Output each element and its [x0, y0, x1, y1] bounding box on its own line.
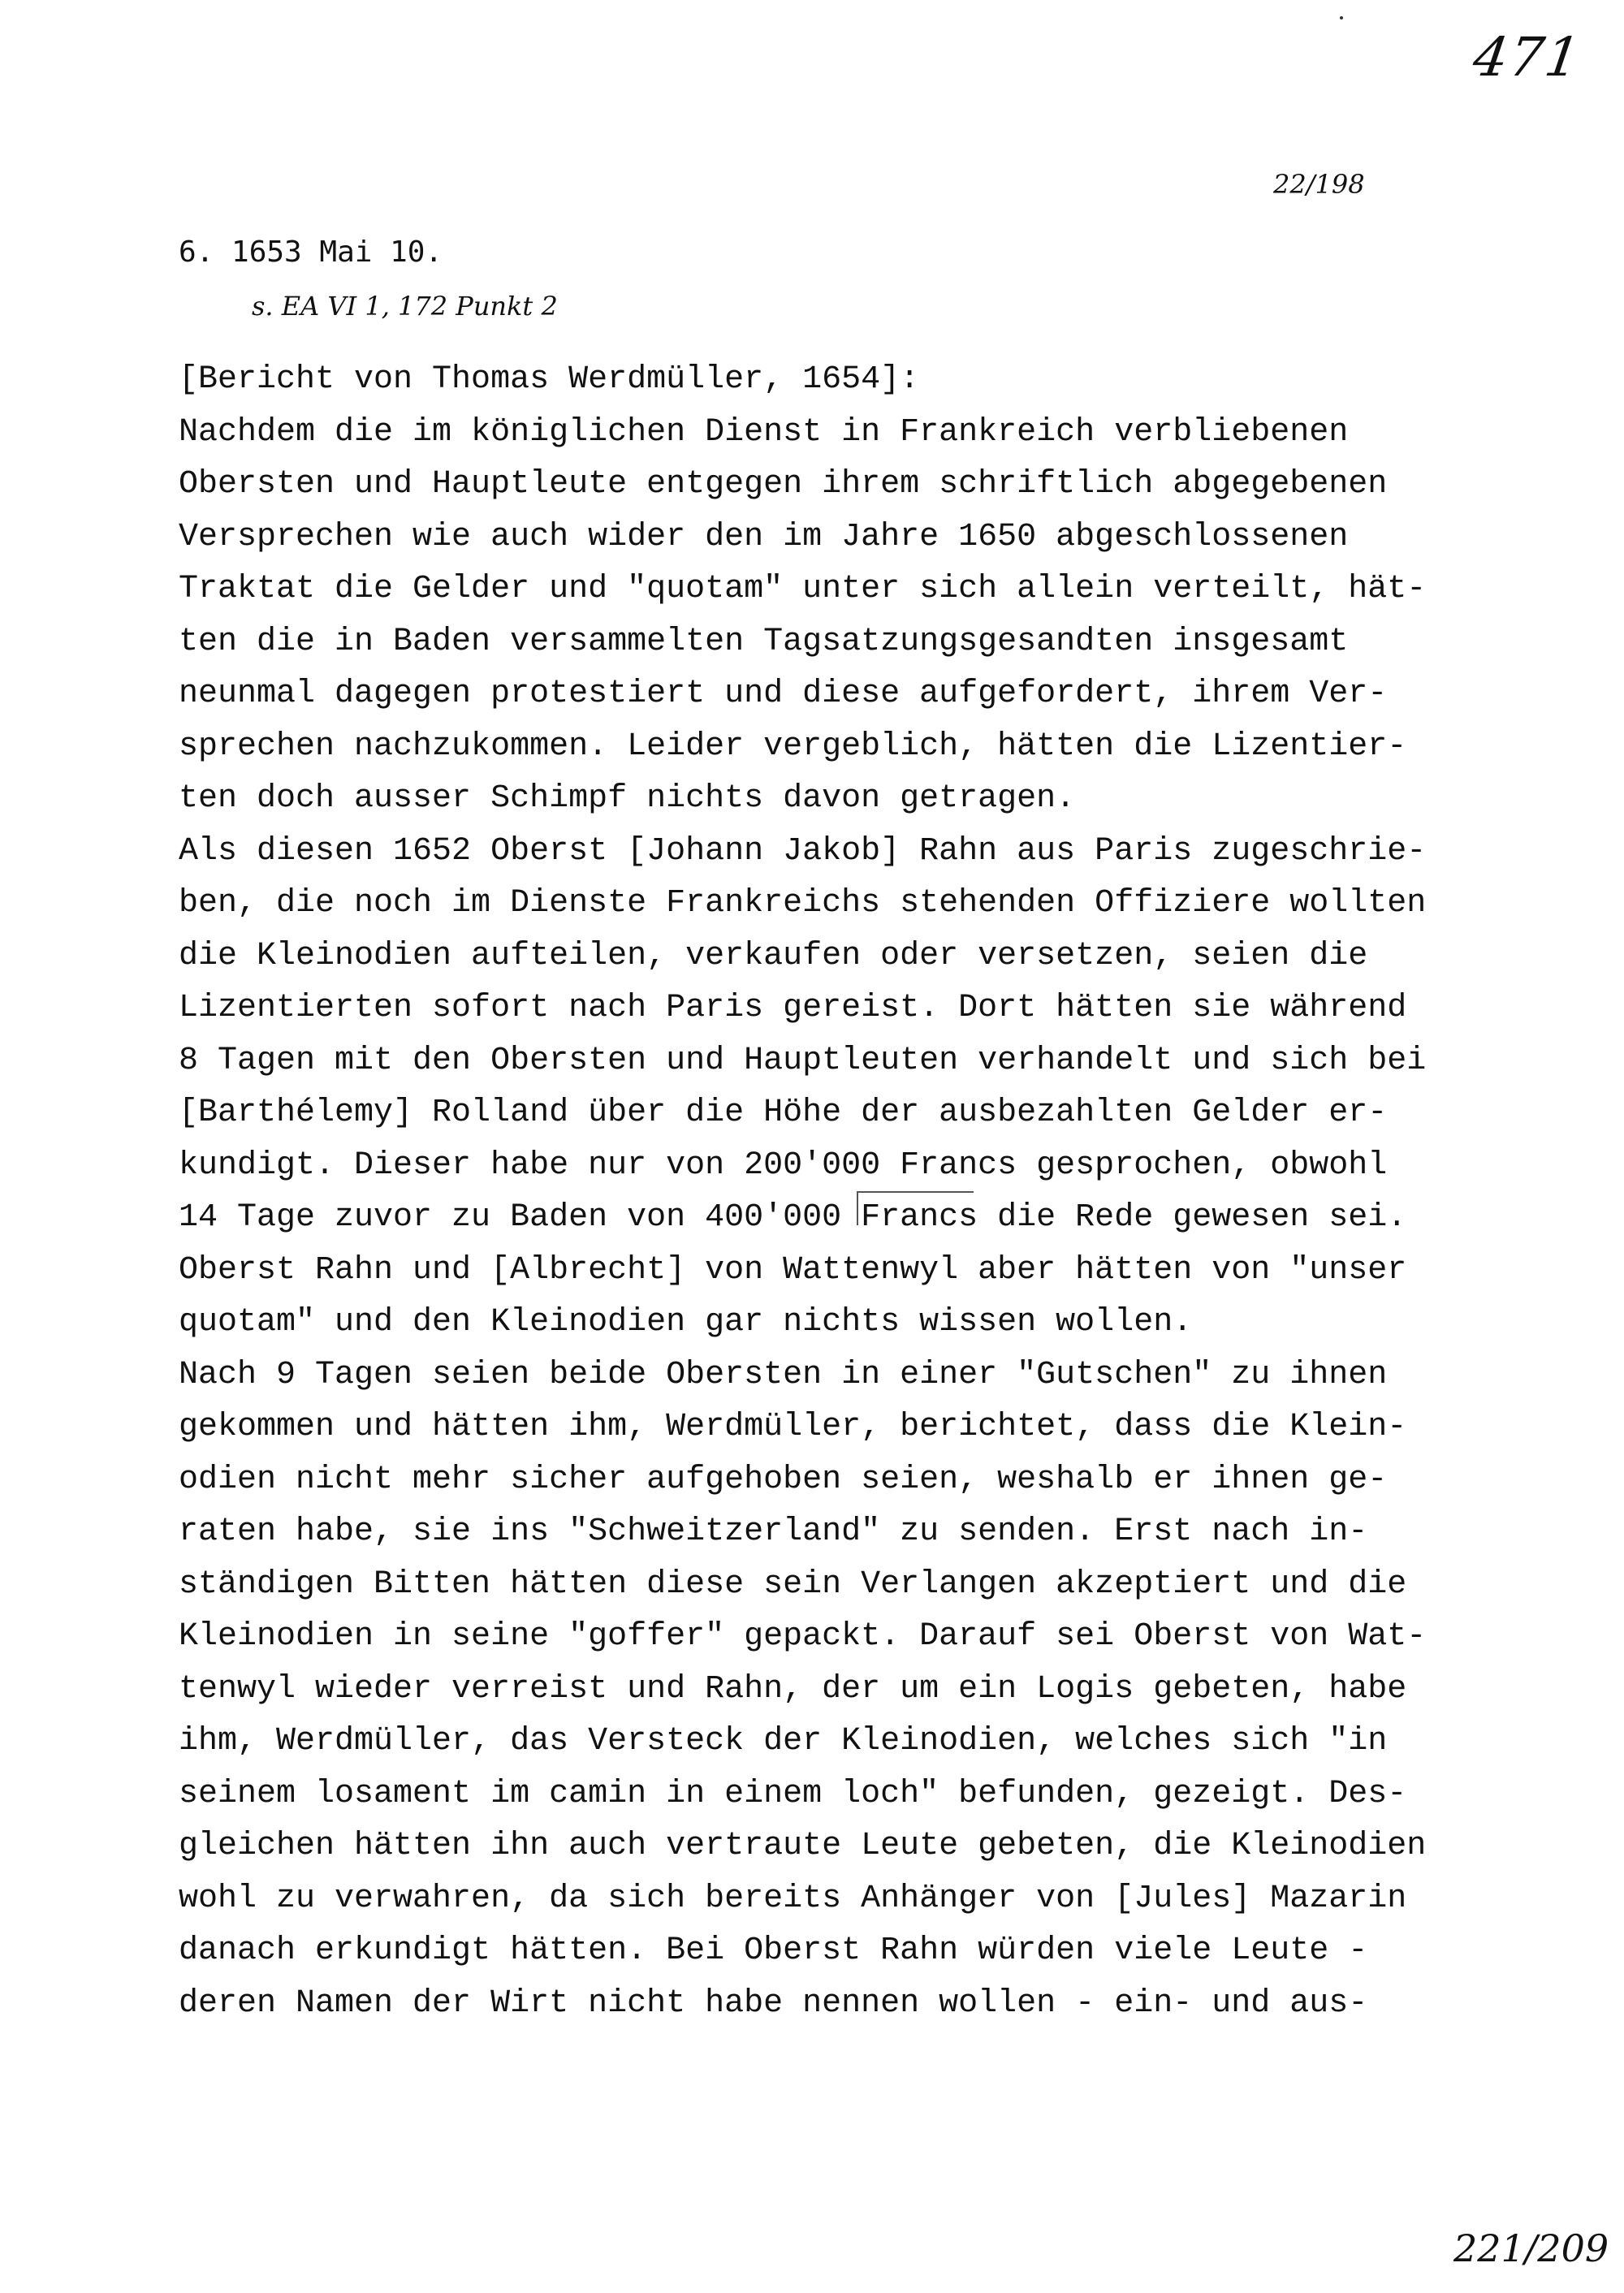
text-line: Obersten und Hauptleute entgegen ihrem schriftlich abgegebenen [179, 466, 1388, 503]
text-line: odien nicht mehr sicher aufgehoben seien, weshalb er ihnen ge- [179, 1461, 1388, 1498]
text-line: Oberst Rahn und [Albrecht] von Wattenwyl aber hätten von "unser [179, 1251, 1407, 1289]
text-line: ben, die noch im Dienste Frankreichs stehenden Offiziere wollten [179, 885, 1427, 922]
pasted-correction-mark [857, 1191, 974, 1225]
text-line: die Kleinodien aufteilen, verkaufen oder versetzen, seien die [179, 937, 1368, 974]
text-line: danach erkundigt hätten. Bei Oberst Rahn würden viele Leute - [179, 1932, 1368, 1969]
text-line: Nach 9 Tagen seien beide Obersten in einer "Gutschen" zu ihnen [179, 1356, 1388, 1393]
handwritten-archive-number: 221/209 [1453, 2226, 1609, 2270]
text-line: 8 Tagen mit den Obersten und Hauptleuten verhandelt und sich bei [179, 1042, 1427, 1079]
text-line: tenwyl wieder verreist und Rahn, der um ein Logis gebeten, habe [179, 1670, 1407, 1708]
reference-number: 22/198 [1273, 169, 1365, 200]
text-line: ständigen Bitten hätten diese sein Verlangen akzeptiert und die [179, 1565, 1407, 1603]
text-line: ihm, Werdmüller, das Versteck der Kleinodien, welches sich "in [179, 1723, 1388, 1760]
text-line: neunmal dagegen protestiert und diese aufgefordert, ihrem Ver- [179, 676, 1388, 712]
text-line: 14 Tage zuvor zu Baden von 400'000 Francs die Rede gewesen sei. [179, 1199, 1407, 1236]
text-line: ten doch ausser Schimpf nichts davon getragen. [179, 780, 1076, 817]
text-line: gekommen und hätten ihm, Werdmüller, berichtet, dass die Klein- [179, 1409, 1407, 1445]
text-line: wohl zu verwahren, da sich bereits Anhänger von [Jules] Mazarin [179, 1880, 1407, 1917]
text-line: raten habe, sie ins "Schweitzerland" zu senden. Erst nach in- [179, 1514, 1368, 1550]
text-line: Lizentierten sofort nach Paris gereist. Dort hätten sie während [179, 990, 1407, 1026]
text-line: Versprechen wie auch wider den im Jahre 1650 abgeschlossenen [179, 518, 1349, 555]
text-line: sprechen nachzukommen. Leider vergeblich, hätten die Lizentier- [179, 728, 1407, 765]
text-line: gleichen hätten ihn auch vertraute Leute gebeten, die Kleinodien [179, 1828, 1427, 1864]
source-reference: s. EA VI 1, 172 Punkt 2 [252, 291, 558, 322]
text-line: deren Namen der Wirt nicht habe nennen wollen - ein- und aus- [179, 1984, 1368, 2022]
text-line: [Bericht von Thomas Werdmüller, 1654]: [179, 361, 920, 398]
scan-speck [1340, 16, 1343, 19]
text-line: seinem losament im camin in einem loch" befunden, gezeigt. Des- [179, 1775, 1407, 1812]
text-line: [Barthélemy] Rolland über die Höhe der ausbezahlten Gelder er- [179, 1095, 1388, 1131]
text-line: ten die in Baden versammelten Tagsatzungsgesandten insgesamt [179, 623, 1349, 660]
entry-heading: 6. 1653 Mai 10. [179, 235, 443, 269]
handwritten-page-number: 471 [1469, 26, 1586, 89]
text-line: Kleinodien in seine "goffer" gepackt. Darauf sei Oberst von Wat- [179, 1618, 1427, 1655]
text-line: kundigt. Dieser habe nur von 200'000 Francs gesprochen, obwohl [179, 1146, 1388, 1184]
text-line: quotam" und den Kleinodien gar nichts wissen wollen. [179, 1304, 1193, 1341]
text-line: Traktat die Gelder und "quotam" unter sich allein verteilt, hät- [179, 571, 1427, 607]
text-line: Als diesen 1652 Oberst [Johann Jakob] Rahn aus Paris zugeschrie- [179, 832, 1427, 870]
text-line: Nachdem die im königlichen Dienst in Frankreich verbliebenen [179, 413, 1349, 451]
